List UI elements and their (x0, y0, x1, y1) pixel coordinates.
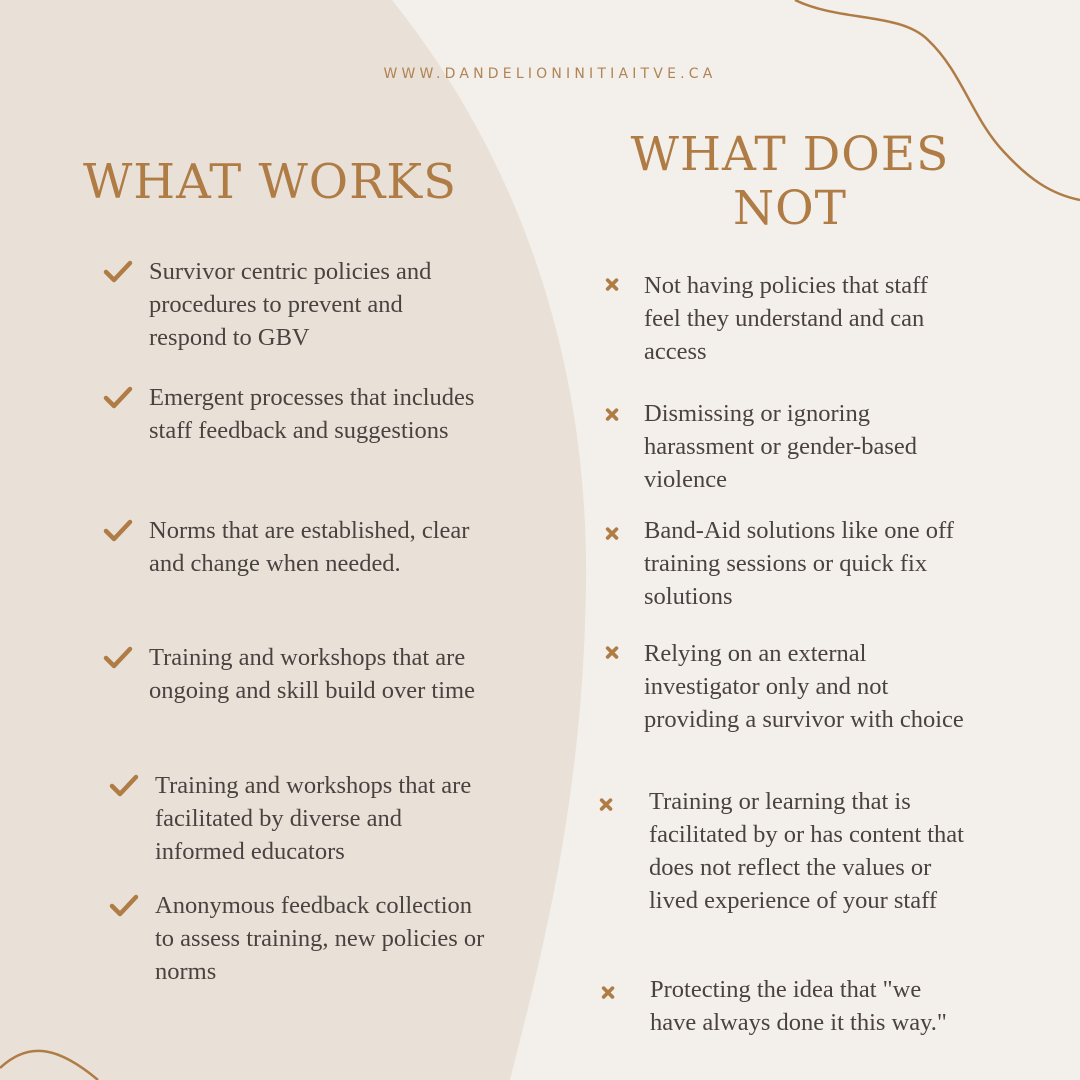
what-does-not-item-text: Relying on an external investigator only and not providing a survivor with choice (644, 640, 964, 733)
cross-icon (604, 524, 626, 546)
what-works-item-text: Survivor centric policies and procedures to prevent and respond to GBV (149, 258, 432, 351)
cross-icon (604, 275, 626, 297)
what-works-item-text: Training and workshops that are facilitated by diverse and informed educators (155, 772, 472, 865)
what-works-item-text: Training and workshops that are ongoing and skill build over time (149, 644, 475, 704)
what-works-item-text: Norms that are established, clear and change when needed. (149, 517, 470, 577)
what-does-not-item-text: Training or learning that is facilitated by or has content that does not reflect the values or lived experience of your staff (649, 788, 964, 914)
check-icon (103, 259, 133, 285)
check-icon (109, 893, 139, 919)
cross-icon (598, 795, 620, 817)
what-does-not-item-text: Band-Aid solutions like one off training sessions or quick fix solutions (644, 517, 954, 610)
check-icon (103, 385, 133, 411)
cross-icon (604, 643, 626, 665)
what-works-item-text: Anonymous feedback collection to assess training, new policies or norms (155, 892, 485, 985)
what-does-not-item-text: Protecting the idea that "we have always done it this way." (650, 976, 947, 1036)
website-url[interactable]: WWW.DANDELIONINITIAITVE.CA (383, 66, 717, 82)
what-does-not-title: WHAT DOES NOT (630, 127, 950, 236)
cross-icon (604, 405, 626, 427)
what-does-not-item-text: Dismissing or ignoring harassment or gender-based violence (644, 400, 917, 493)
check-icon (103, 518, 133, 544)
check-icon (109, 773, 139, 799)
cross-icon (600, 983, 622, 1005)
what-works-item-text: Emergent processes that includes staff feedback and suggestions (149, 384, 475, 444)
check-icon (103, 645, 133, 671)
what-does-not-item-text: Not having policies that staff feel they understand and can access (644, 272, 928, 365)
what-works-title: WHAT WORKS (82, 154, 458, 210)
